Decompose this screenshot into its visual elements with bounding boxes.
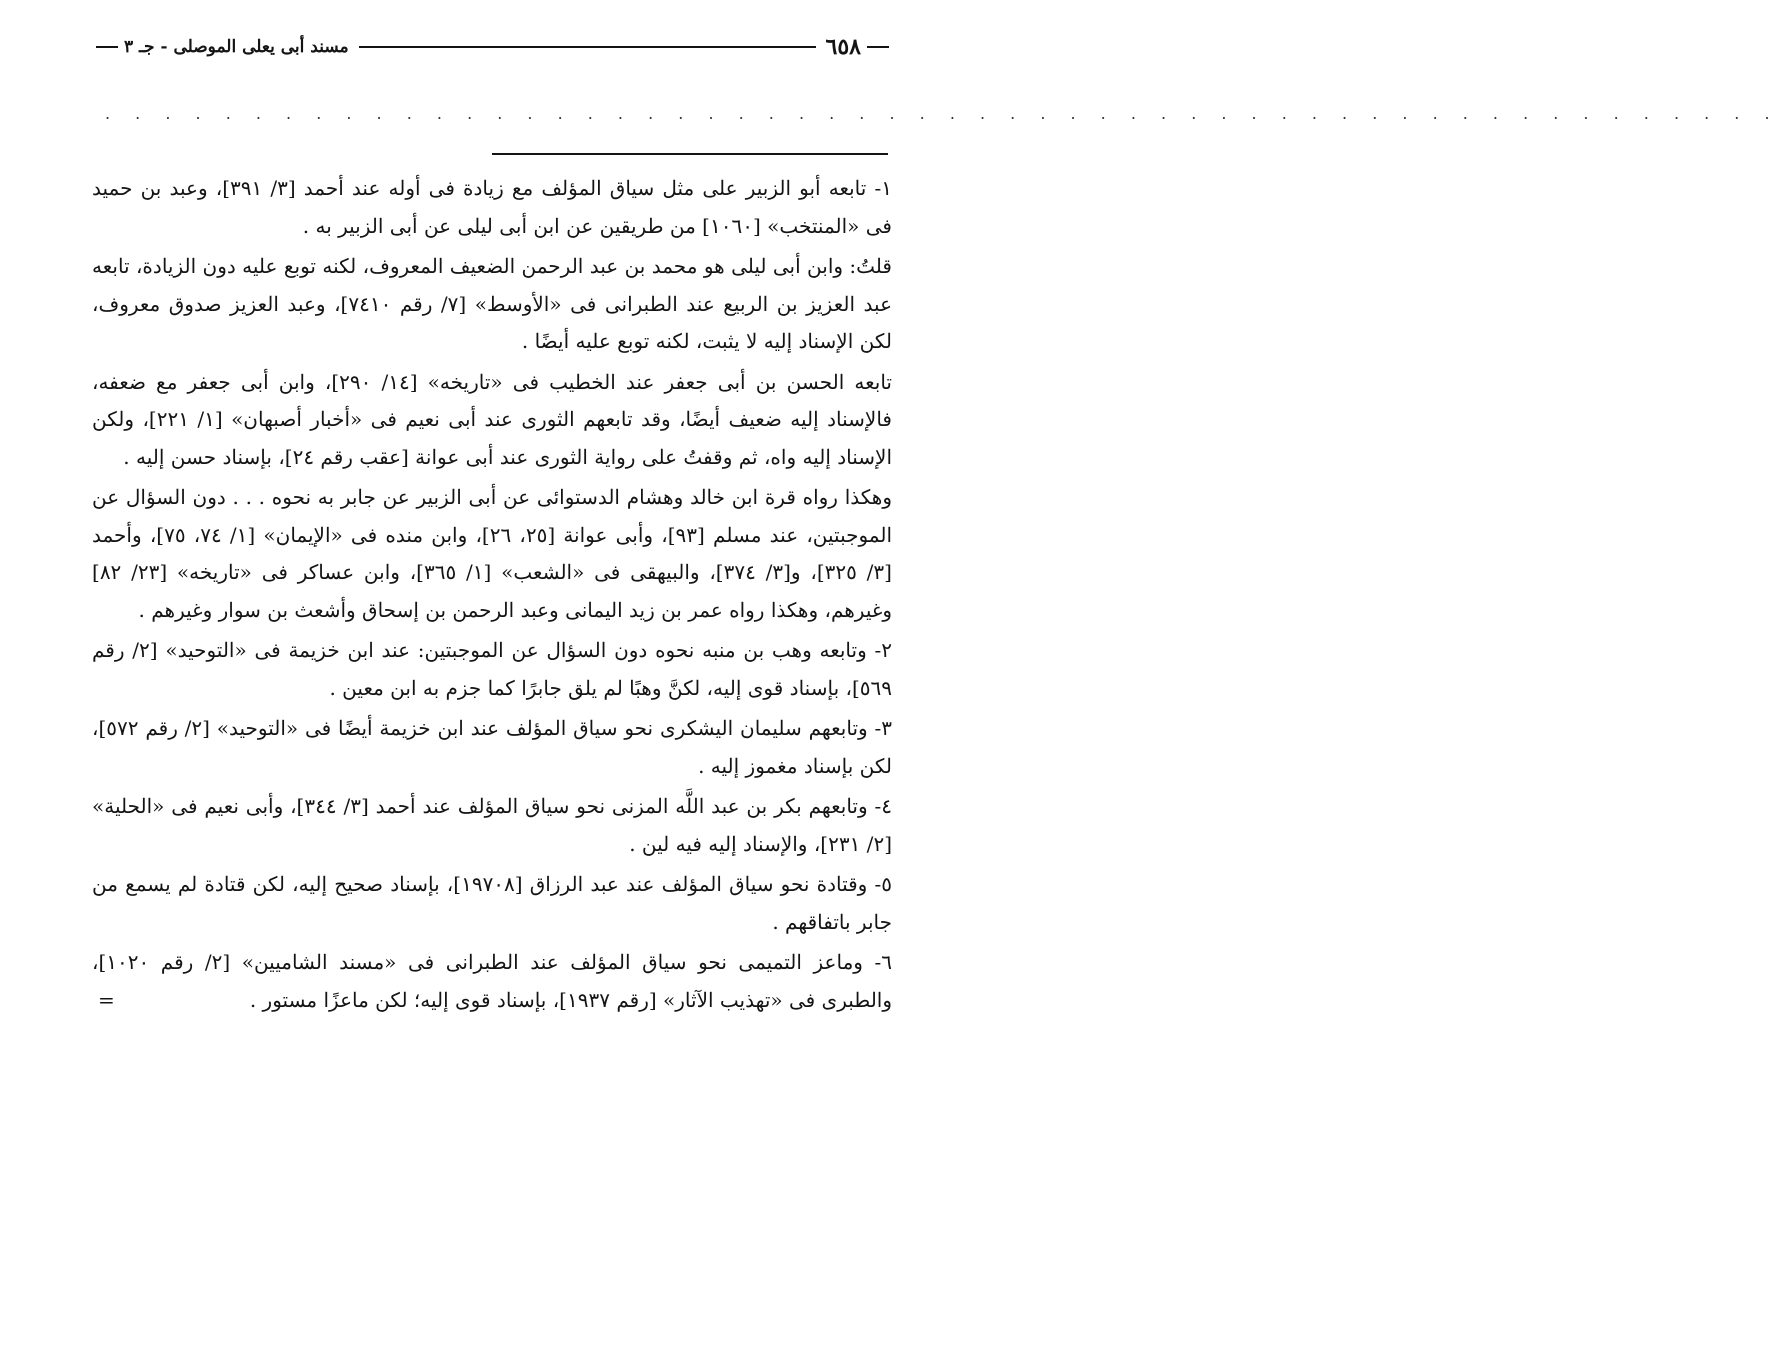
- footnote-1: ١- تابعه أبو الزبير على مثل سياق المؤلف مع زيادة فى أوله عند أحمد [٣/ ٣٩١]، وعبد بن حميد فى «المنتخب» [١٠٦٠] من طريقين عن ابن أبى ليلى عن أبى الزبير به .: [92, 176, 892, 238]
- footnote-1-comment: قلتُ: وابن أبى ليلى هو محمد بن عبد الرحمن الضعيف المعروف، لكنه توبع عليه دون الزيادة، تابعه عبد العزيز بن الربيع عند الطبرانى فى «الأوسط» [٧/ رقم ٧٤١٠]، وعبد العزيز صدوق معروف، لكن الإسناد إليه لا يثبت، لكنه توبع عليه أيضًا .: [92, 254, 892, 353]
- footnote-1-hasan: تابعه الحسن بن أبى جعفر عند الخطيب فى «تاريخه» [١٤/ ٢٩٠]، وابن أبى جعفر مع ضعفه، فالإسناد إليه ضعيف أيضًا، وقد تابعهم الثورى عند أبى نعيم فى «أخبار أصبهان» [١/ ٢٢١]، ولكن الإسناد إليه واه، ثم وقفتُ على رواية الثورى عند أبى عوانة [عقب رقم ٢٤]، بإسناد حسن إليه .: [92, 369, 892, 469]
- running-header: [90, 30, 895, 64]
- continuation-mark: =: [98, 987, 115, 1012]
- footnote-5: ٥- وقتادة نحو سياق المؤلف عند عبد الرزاق [١٩٧٠٨]، بإسناد صحيح إليه، لكن قتادة لم يسمع من جابر باتفاقهم .: [92, 872, 893, 934]
- footnote-4: ٤- وتابعهم بكر بن عبد اللَّه المزنى نحو سياق المؤلف عند أحمد [٣/ ٣٤٤]، وأبى نعيم فى «الحلية» [٢/ ٢٣١]، والإسناد إليه فيه لين .: [92, 794, 893, 856]
- running-title: مسند أبى يعلى الموصلى - جـ ٣: [124, 37, 349, 57]
- footnote-3: ٣- وتابعهم سليمان اليشكرى نحو سياق المؤلف عند ابن خزيمة أيضًا فى «التوحيد» [٢/ رقم ٥٧٢]، لكن بإسناد مغموز إليه .: [92, 716, 892, 778]
- page-number: ٦٥٨: [825, 34, 861, 60]
- footnotes-body: [92, 170, 892, 1022]
- header-dash-left: [96, 46, 118, 48]
- footnote-separator: [492, 153, 888, 155]
- header-dash-right: [867, 46, 889, 48]
- omission-dots: . . . . . . . . . . . . . . . . . . . . . . . . . . . . . . . . . . . . . . . . . . . . . . . . . . . . . . . .: [105, 104, 1780, 123]
- header-rule: [359, 46, 816, 48]
- footnote-1-qurra: وهكذا رواه قرة ابن خالد وهشام الدستوائى عن أبى الزبير عن جابر به نحوه . . . دون السؤال عن الموجبتين، عند مسلم [٩٣]، وأبى عوانة [٢٥، ٢٦]، وابن منده فى «الإيمان» [١/ ٧٤، ٧٥]، وأحمد [٣/ ٣٢٥]، و[٣/ ٣٧٤]، والبيهقى فى «الشعب» [١/ ٣٦٥]، وابن عساكر فى «تاريخه» [٢٣/ ٨٢] وغيرهم، وهكذا رواه عمر بن زيد اليمانى وعبد الرحمن بن إسحاق وأشعث بن سوار وغيرهم .: [92, 485, 893, 622]
- footnote-6: ٦- وماعز التميمى نحو سياق المؤلف عند الطبرانى فى «مسند الشاميين» [٢/ رقم ١٠٢٠]، والطبرى فى «تهذيب الآثار» [رقم ١٩٣٧]، بإسناد قوى إليه؛ لكن ماعزًا مستور .: [92, 950, 892, 1012]
- footnote-6-wrapper: [92, 944, 892, 1019]
- footnote-2: ٢- وتابعه وهب بن منبه نحوه دون السؤال عن الموجبتين: عند ابن خزيمة فى «التوحيد» [٢/ رقم ٥٦٩]، بإسناد قوى إليه، لكنَّ وهبًا لم يلق جابرًا كما جزم به ابن معين .: [92, 638, 893, 700]
